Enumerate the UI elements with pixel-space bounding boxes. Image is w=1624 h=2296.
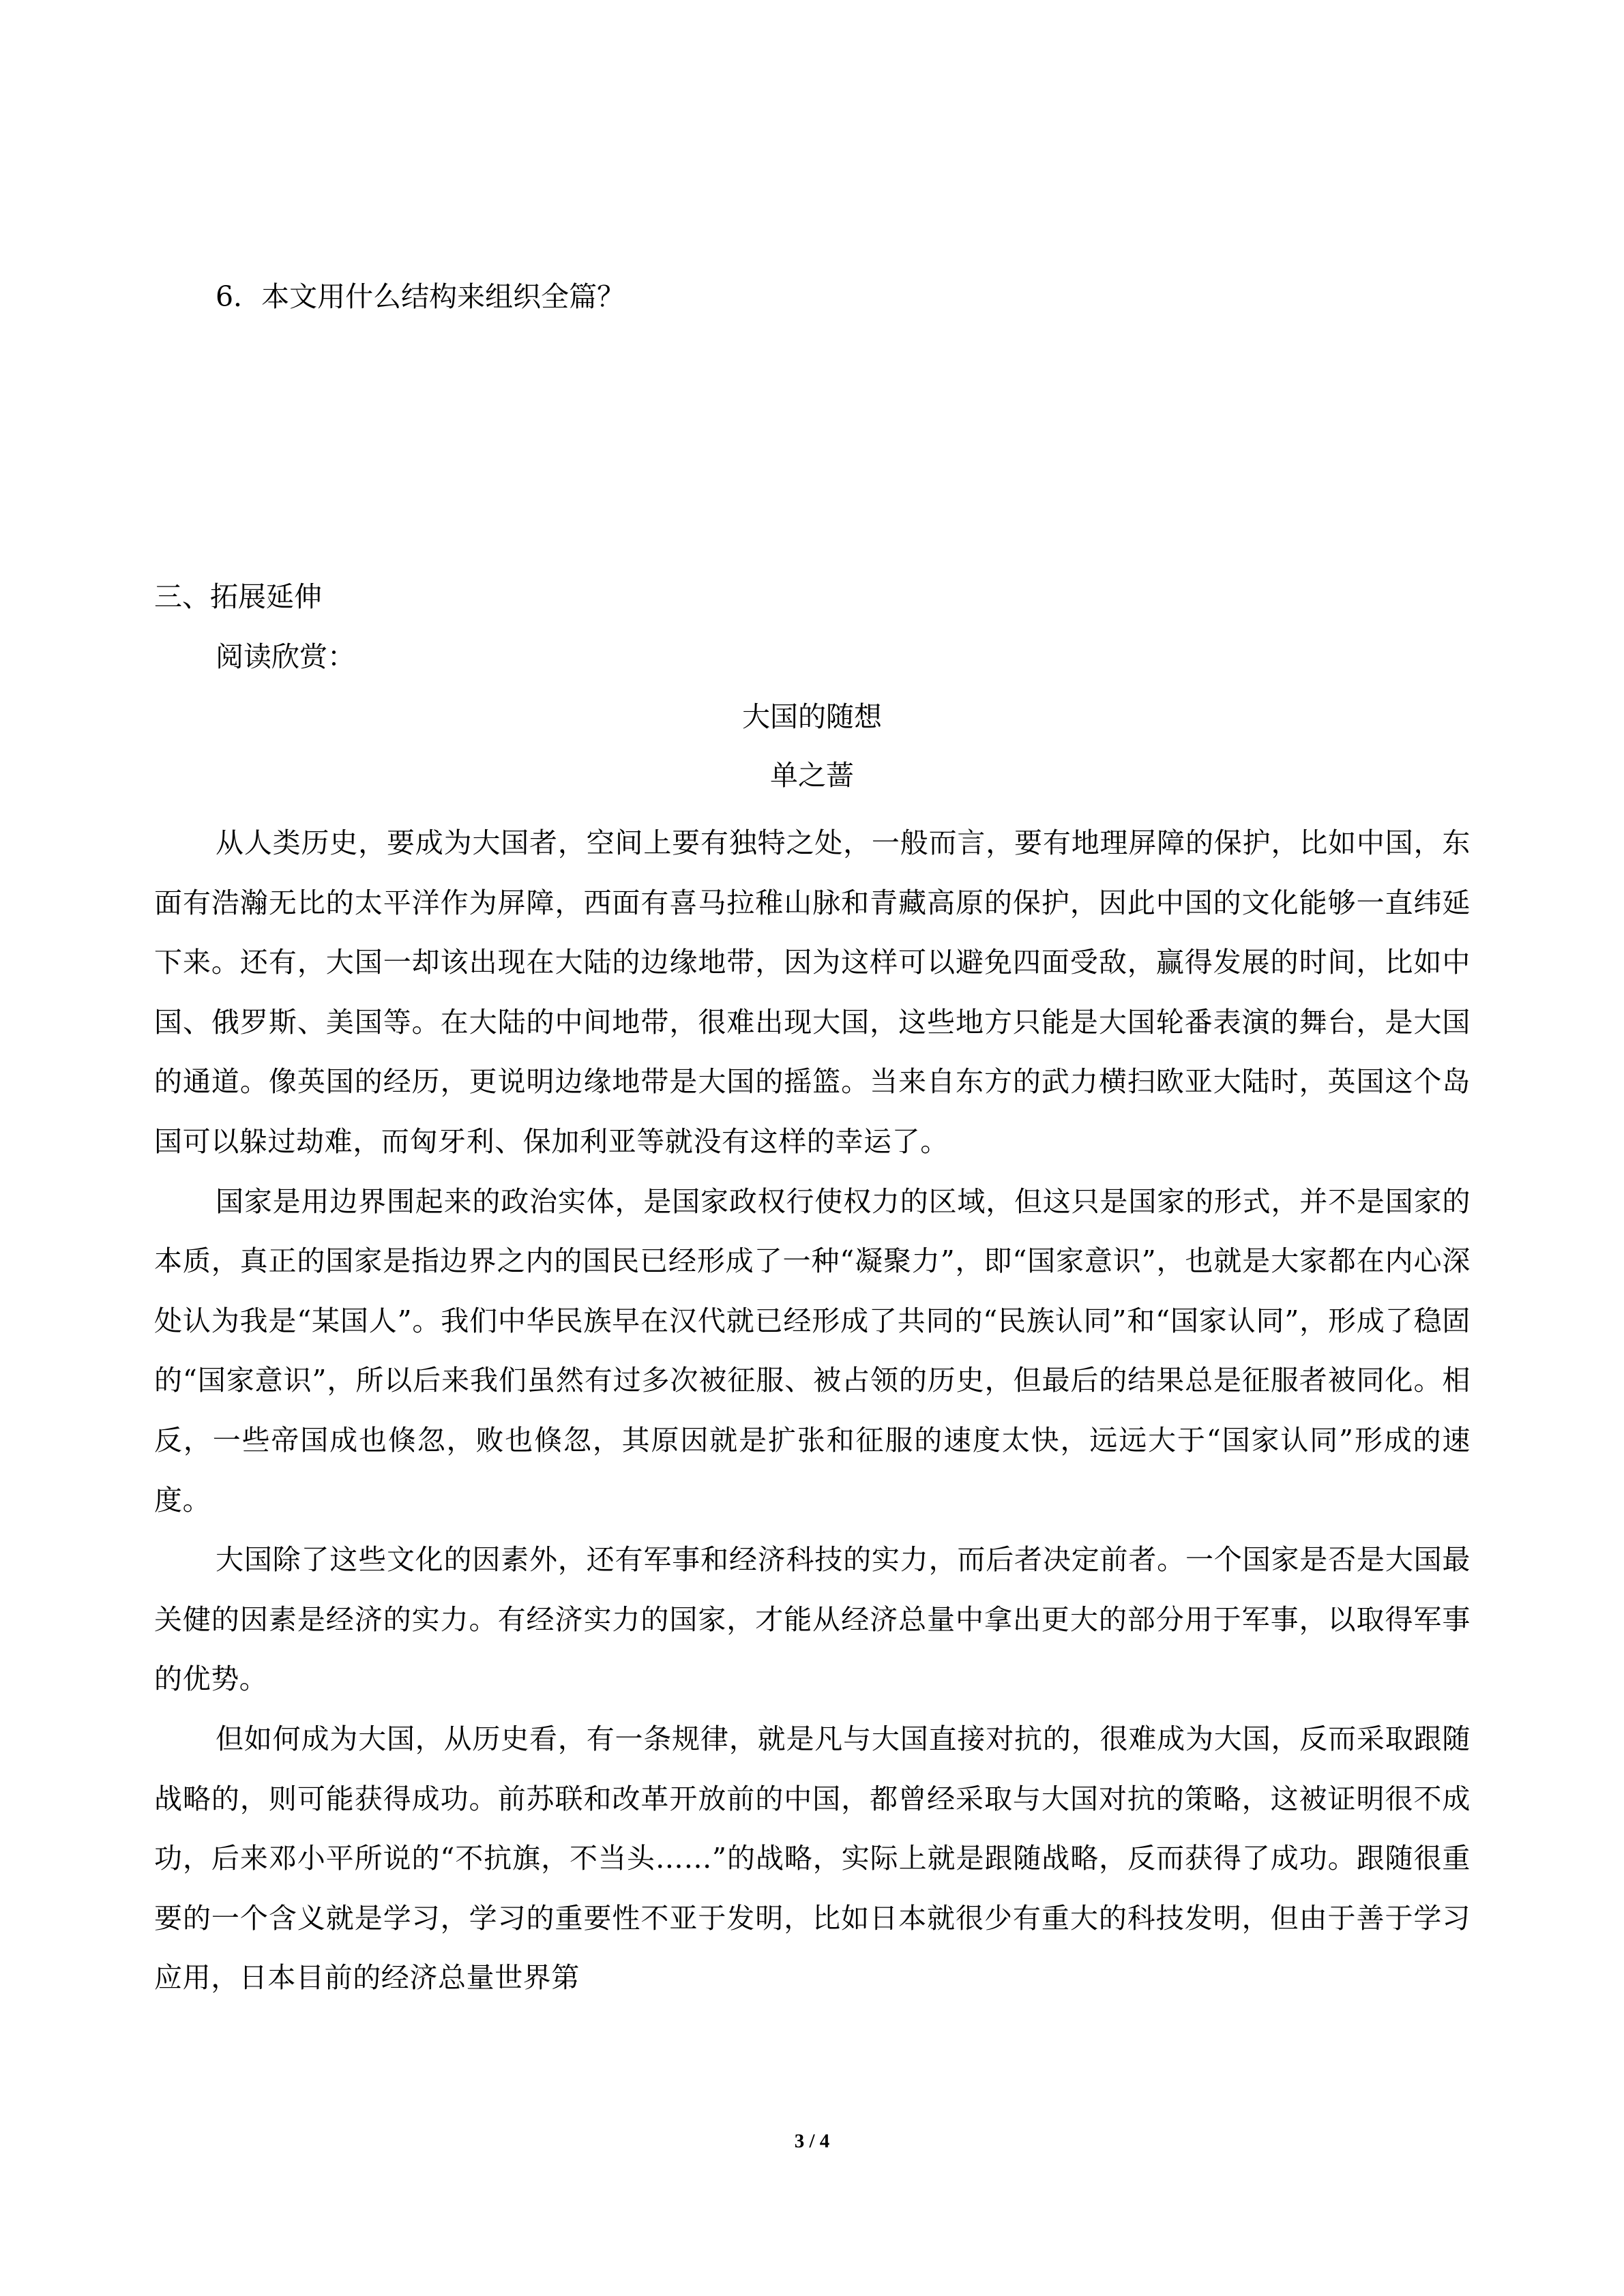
article-body [154,814,1471,2008]
article-paragraph: 从人类历史，要成为大国者，空间上要有独特之处，一般而言，要有地理屏障的保护，比如中国，东面有浩瀚无比的太平洋作为屏障，西面有喜马拉稚山脉和青藏高原的保护，因此中国的文化能够一直纬延下来。还有，大国一却该出现在大陆的边缘地带，因为这样可以避免四面受敌，赢得发展的时间，比如中国、俄罗斯、美国等。在大陆的中间地带，很难出现大国，这些地方只能是大国轮番表演的舞台，是大国的通道。像英国的经历，更说明边缘地带是大国的摇篮。当来自东方的武力横扫欧亚大陆时，英国这个岛国可以躲过劫难，而匈牙利、保加利亚等就没有这样的幸运了。 [154,826,1471,1158]
article-paragraph: 国家是用边界围起来的政治实体，是国家政权行使权力的区域，但这只是国家的形式，并不是国家的本质，真正的国家是指边界之内的国民已经形成了一种“凝聚力”，即“国家意识”，也就是大家都在内心深处认为我是“某国人”。我们中华民族早在汉代就已经形成了共同的“民族认同”和“国家认同”，形成了稳固的“国家意识”，所以后来我们虽然有过多次被征服、被占领的历史，但最后的结果总是征服者被同化。相反，一些帝国成也倏忽，败也倏忽，其原因就是扩张和征服的速度太快，远远大于“国家认同”形成的速度。 [154,1184,1471,1517]
article-paragraph: 大国除了这些文化的因素外，还有军事和经济科技的实力，而后者决定前者。一个国家是否是大国最关健的因素是经济的实力。有经济实力的国家，才能从经济总量中拿出更大的部分用于军事，以取得军事的优势。 [154,1543,1471,1696]
reading-subheading: 阅读欣赏： [216,640,355,673]
section-heading: 三、拓展延伸 [154,580,322,613]
page-number: 3 / 4 [794,2130,830,2152]
question-6: 6．本文用什么结构来组织全篇？ [216,280,625,313]
article-title: 大国的随想 [742,700,882,733]
article-author: 单之蔷 [770,759,854,792]
article-paragraph: 但如何成为大国，从历史看，有一条规律，就是凡与大国直接对抗的，很难成为大国，反而采取跟随战略的，则可能获得成功。前苏联和改革开放前的中国，都曾经采取与大国对抗的策略，这被证明很不成功，后来邓小平所说的“不抗旗，不当头……”的战略，实际上就是跟随战略，反而获得了成功。跟随很重要的一个含义就是学习，学习的重要性不亚于发明，比如日本就很少有重大的科技发明，但由于善于学习应用，日本目前的经济总量世界第 [154,1722,1471,1995]
